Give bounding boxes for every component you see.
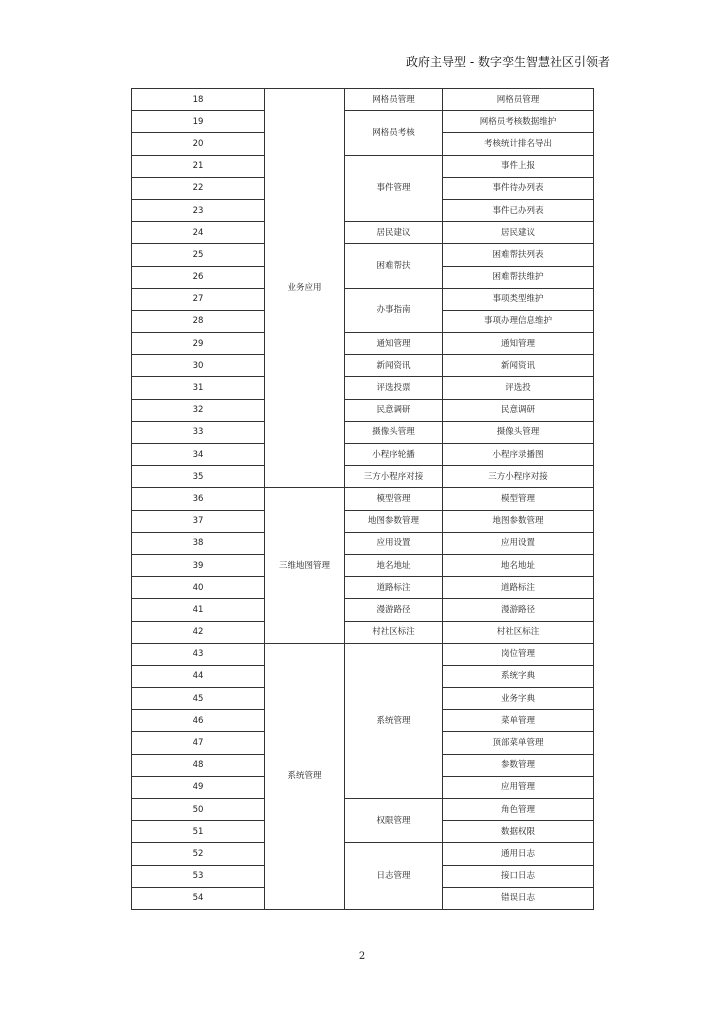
level1-category-cell: 业务应用 xyxy=(265,89,345,488)
table-row xyxy=(132,532,594,554)
level2-module-cell: 民意调研 xyxy=(345,399,443,421)
table-row xyxy=(132,377,594,399)
level3-function-cell: 系统字典 xyxy=(443,665,594,687)
row-number-cell: 25 xyxy=(132,244,265,266)
level2-module-cell: 评选投票 xyxy=(345,377,443,399)
level3-function-cell: 困难帮扶列表 xyxy=(443,244,594,266)
table-row xyxy=(132,488,594,510)
level2-module-cell: 事件管理 xyxy=(345,155,443,222)
level3-function-cell: 通用日志 xyxy=(443,843,594,865)
level1-category-cell: 三维地图管理 xyxy=(265,488,345,643)
level2-module-cell: 道路标注 xyxy=(345,577,443,599)
table-row xyxy=(132,510,594,532)
level3-function-cell: 错误日志 xyxy=(443,887,594,909)
row-number-cell: 19 xyxy=(132,111,265,133)
level3-function-cell: 业务字典 xyxy=(443,688,594,710)
table-row xyxy=(132,466,594,488)
row-number-cell: 40 xyxy=(132,577,265,599)
table-row xyxy=(132,355,594,377)
level2-module-cell: 摄像头管理 xyxy=(345,421,443,443)
row-number-cell: 31 xyxy=(132,377,265,399)
level3-function-cell: 角色管理 xyxy=(443,799,594,821)
level3-function-cell: 漫游路径 xyxy=(443,599,594,621)
table-row xyxy=(132,111,594,133)
level3-function-cell: 事项办理信息维护 xyxy=(443,310,594,332)
row-number-cell: 32 xyxy=(132,399,265,421)
row-number-cell: 29 xyxy=(132,333,265,355)
level3-function-cell: 地图参数管理 xyxy=(443,510,594,532)
level3-function-cell: 村社区标注 xyxy=(443,621,594,643)
level3-function-cell: 小程序录播图 xyxy=(443,444,594,466)
level2-module-cell: 地图参数管理 xyxy=(345,510,443,532)
row-number-cell: 18 xyxy=(132,89,265,111)
page-header-title: 政府主导型 - 数字孪生智慧社区引领者 xyxy=(406,55,610,69)
table-row xyxy=(132,399,594,421)
row-number-cell: 37 xyxy=(132,510,265,532)
row-number-cell: 47 xyxy=(132,732,265,754)
row-number-cell: 51 xyxy=(132,821,265,843)
level3-function-cell: 应用管理 xyxy=(443,776,594,798)
row-number-cell: 21 xyxy=(132,155,265,177)
level2-module-cell: 办事指南 xyxy=(345,288,443,332)
level2-module-cell: 网格员考核 xyxy=(345,111,443,155)
level3-function-cell: 三方小程序对接 xyxy=(443,466,594,488)
row-number-cell: 49 xyxy=(132,776,265,798)
table-row xyxy=(132,288,594,310)
level3-function-cell: 居民建议 xyxy=(443,222,594,244)
level3-function-cell: 网格员考核数据维护 xyxy=(443,111,594,133)
level2-module-cell: 系统管理 xyxy=(345,643,443,798)
level3-function-cell: 应用设置 xyxy=(443,532,594,554)
row-number-cell: 28 xyxy=(132,310,265,332)
function-list-table xyxy=(131,88,594,910)
level2-module-cell: 模型管理 xyxy=(345,488,443,510)
level3-function-cell: 道路标注 xyxy=(443,577,594,599)
row-number-cell: 45 xyxy=(132,688,265,710)
row-number-cell: 22 xyxy=(132,177,265,199)
level2-module-cell: 居民建议 xyxy=(345,222,443,244)
level3-function-cell: 地名地址 xyxy=(443,554,594,576)
table-row xyxy=(132,155,594,177)
table-row xyxy=(132,843,594,865)
table-row xyxy=(132,799,594,821)
row-number-cell: 39 xyxy=(132,554,265,576)
table-row xyxy=(132,333,594,355)
level3-function-cell: 参数管理 xyxy=(443,754,594,776)
level3-function-cell: 顶部菜单管理 xyxy=(443,732,594,754)
level3-function-cell: 事项类型维护 xyxy=(443,288,594,310)
row-number-cell: 36 xyxy=(132,488,265,510)
level2-module-cell: 地名地址 xyxy=(345,554,443,576)
level3-function-cell: 网格员管理 xyxy=(443,89,594,111)
row-number-cell: 52 xyxy=(132,843,265,865)
row-number-cell: 48 xyxy=(132,754,265,776)
table-row xyxy=(132,421,594,443)
table-row xyxy=(132,554,594,576)
level1-category-cell: 系统管理 xyxy=(265,643,345,909)
level3-function-cell: 菜单管理 xyxy=(443,710,594,732)
level2-module-cell: 通知管理 xyxy=(345,333,443,355)
row-number-cell: 50 xyxy=(132,799,265,821)
level3-function-cell: 摄像头管理 xyxy=(443,421,594,443)
level2-module-cell: 新闻资讯 xyxy=(345,355,443,377)
row-number-cell: 42 xyxy=(132,621,265,643)
row-number-cell: 35 xyxy=(132,466,265,488)
level3-function-cell: 事件上报 xyxy=(443,155,594,177)
level3-function-cell: 事件已办列表 xyxy=(443,199,594,221)
level2-module-cell: 村社区标注 xyxy=(345,621,443,643)
row-number-cell: 41 xyxy=(132,599,265,621)
table-row xyxy=(132,621,594,643)
table-row xyxy=(132,244,594,266)
level2-module-cell: 漫游路径 xyxy=(345,599,443,621)
row-number-cell: 33 xyxy=(132,421,265,443)
level2-module-cell: 小程序轮播 xyxy=(345,444,443,466)
level2-module-cell: 网格员管理 xyxy=(345,89,443,111)
row-number-cell: 27 xyxy=(132,288,265,310)
level3-function-cell: 考核统计排名导出 xyxy=(443,133,594,155)
row-number-cell: 46 xyxy=(132,710,265,732)
level3-function-cell: 事件待办列表 xyxy=(443,177,594,199)
row-number-cell: 43 xyxy=(132,643,265,665)
level2-module-cell: 权限管理 xyxy=(345,799,443,843)
function-list-body xyxy=(132,89,594,910)
level2-module-cell: 应用设置 xyxy=(345,532,443,554)
table-row xyxy=(132,222,594,244)
row-number-cell: 54 xyxy=(132,887,265,909)
level2-module-cell: 困难帮扶 xyxy=(345,244,443,288)
level2-module-cell: 日志管理 xyxy=(345,843,443,910)
row-number-cell: 24 xyxy=(132,222,265,244)
level3-function-cell: 模型管理 xyxy=(443,488,594,510)
table-row xyxy=(132,577,594,599)
row-number-cell: 26 xyxy=(132,266,265,288)
table-row xyxy=(132,89,594,111)
level3-function-cell: 新闻资讯 xyxy=(443,355,594,377)
level3-function-cell: 民意调研 xyxy=(443,399,594,421)
row-number-cell: 53 xyxy=(132,865,265,887)
table-row xyxy=(132,444,594,466)
level3-function-cell: 评选投 xyxy=(443,377,594,399)
row-number-cell: 38 xyxy=(132,532,265,554)
level2-module-cell: 三方小程序对接 xyxy=(345,466,443,488)
row-number-cell: 34 xyxy=(132,444,265,466)
row-number-cell: 30 xyxy=(132,355,265,377)
table-row xyxy=(132,599,594,621)
level3-function-cell: 接口日志 xyxy=(443,865,594,887)
row-number-cell: 20 xyxy=(132,133,265,155)
level3-function-cell: 数据权限 xyxy=(443,821,594,843)
row-number-cell: 44 xyxy=(132,665,265,687)
table-row xyxy=(132,643,594,665)
level3-function-cell: 岗位管理 xyxy=(443,643,594,665)
row-number-cell: 23 xyxy=(132,199,265,221)
level3-function-cell: 困难帮扶维护 xyxy=(443,266,594,288)
level3-function-cell: 通知管理 xyxy=(443,333,594,355)
page-number: 2 xyxy=(358,951,366,962)
